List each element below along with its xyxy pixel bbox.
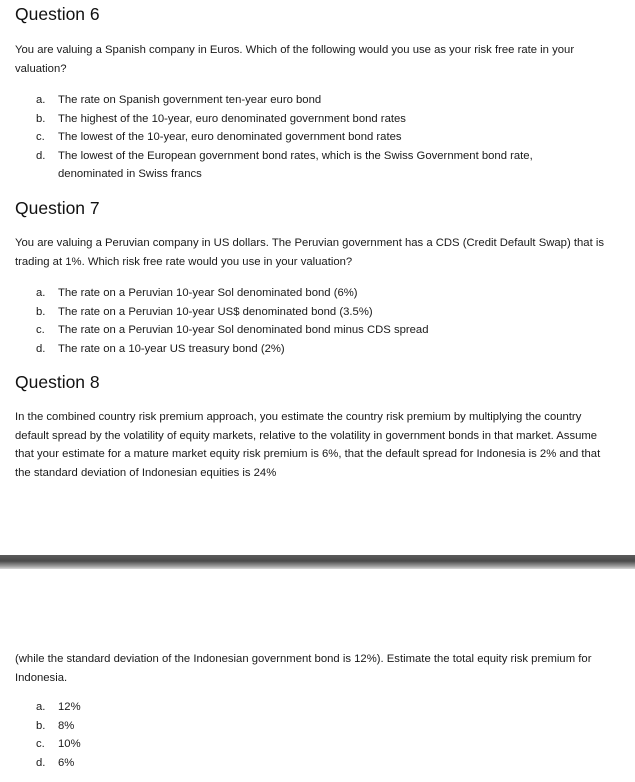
- option-text: 6%: [58, 756, 75, 769]
- question-8-options: [36, 698, 596, 772]
- option-b: [36, 110, 596, 129]
- option-text: 8%: [58, 719, 75, 732]
- question-7-title: Question 7: [15, 198, 100, 218]
- option-d: [36, 754, 596, 773]
- question-8-title: Question 8: [15, 372, 100, 392]
- question-7-options: [36, 284, 596, 358]
- option-letter: c.: [36, 131, 45, 143]
- question-6-options: [36, 91, 596, 184]
- option-letter: c.: [36, 738, 45, 750]
- option-a: [36, 91, 596, 110]
- option-text: The rate on a 10-year US treasury bond (2%): [58, 342, 285, 355]
- option-text: 10%: [58, 738, 81, 750]
- option-text: 12%: [58, 701, 81, 713]
- option-d: [36, 340, 596, 359]
- option-letter: a.: [36, 94, 46, 106]
- option-text: The lowest of the European government bond rates, which is the Swiss Government bond rate, denominated in Swiss francs: [58, 149, 533, 180]
- question-7-prompt: You are valuing a Peruvian company in US dollars. The Peruvian government has a CDS (Credit Default Swap) that is trading at 1%. Which risk free rate would you use in your valuation?: [15, 237, 604, 268]
- option-c: [36, 128, 596, 147]
- option-text: The highest of the 10-year, euro denominated government bond rates: [58, 112, 406, 125]
- option-letter: b.: [36, 719, 46, 732]
- page-break-divider: [0, 555, 635, 569]
- option-b: [36, 717, 596, 736]
- option-letter: d.: [36, 149, 46, 162]
- option-letter: a.: [36, 287, 46, 299]
- option-letter: a.: [36, 701, 46, 713]
- option-a: [36, 698, 596, 717]
- option-letter: b.: [36, 112, 46, 125]
- option-letter: d.: [36, 342, 46, 355]
- question-6-prompt: You are valuing a Spanish company in Euros. Which of the following would you use as your risk free rate in your valuation?: [15, 44, 575, 75]
- question-8-prompt-continuation: (while the standard deviation of the Indonesian government bond is 12%). Estimate the total equity risk premium for Indonesia.: [15, 653, 592, 684]
- option-letter: d.: [36, 756, 46, 769]
- option-d: [36, 147, 596, 184]
- option-letter: b.: [36, 305, 46, 318]
- option-text: The rate on a Peruvian 10-year Sol denominated bond minus CDS spread: [58, 324, 429, 336]
- option-c: [36, 735, 596, 754]
- option-text: The lowest of the 10-year, euro denominated government bond rates: [58, 131, 402, 143]
- option-text: The rate on a Peruvian 10-year Sol denominated bond (6%): [58, 287, 358, 299]
- option-letter: c.: [36, 324, 45, 336]
- question-8-prompt: In the combined country risk premium approach, you estimate the country risk premium by multiplying the country default spread by the volatility of equity markets, relative to the volatility in government bonds in that market. Assume that your estimate for a mature market equity risk premium is 6%, that the default spread for Indonesia is 2% and that the standard deviation of Indonesian equities is 24%: [15, 411, 601, 479]
- option-c: [36, 321, 596, 340]
- option-b: [36, 303, 596, 322]
- question-6-title: Question 6: [15, 4, 100, 24]
- option-text: The rate on a Peruvian 10-year US$ denominated bond (3.5%): [58, 305, 373, 318]
- option-a: [36, 284, 596, 303]
- option-text: The rate on Spanish government ten-year euro bond: [58, 94, 322, 106]
